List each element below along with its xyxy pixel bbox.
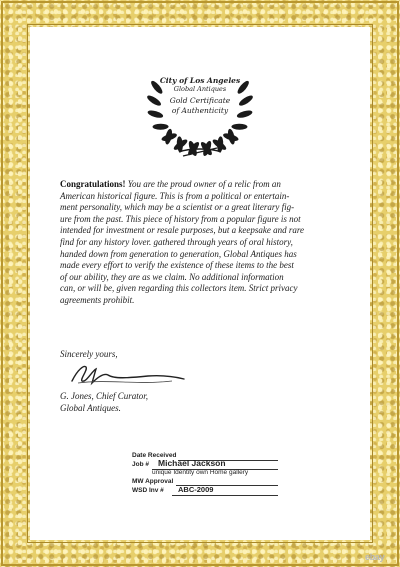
letter-line: find for any history lover. gathered through years of oral history, [60, 236, 293, 247]
signer-title: G. Jones, Chief Curator, [60, 391, 149, 401]
congratulations-heading: Congratulations! [60, 179, 126, 189]
letter-line: can, or will be, given regarding this collectors item. Strict privacy [60, 283, 298, 294]
certificate-body [60, 179, 344, 307]
seal-title: Gold Certificate [169, 96, 231, 105]
wsd-inv-value: ABC-2009 [178, 485, 214, 494]
laurel-leaf [217, 136, 224, 152]
laurel-leaf [231, 124, 247, 130]
letter-line: handed down from generation to generation, Global Antiques has [60, 248, 297, 259]
signer-company: Global Antiques. [60, 402, 121, 413]
job-label: Job # [132, 461, 149, 468]
laurel-leaf [153, 124, 169, 130]
job-value: Michael Jackson [158, 458, 226, 468]
letter-line: intended for investment or resale purposes, but a keepsake and rare [60, 225, 305, 236]
laurel-stem [179, 148, 221, 156]
date-received-label: Date Received [132, 452, 177, 459]
handwritten-signature [68, 361, 188, 387]
ebay-logo: ebay [365, 552, 385, 562]
letter-line: made every effort to verify the existence of these items to the best [60, 260, 294, 271]
laurel-seal [127, 48, 273, 168]
letter-line [60, 179, 344, 191]
letter-line-text: You are the proud owner of a relic from an [125, 179, 281, 189]
letter-line: agreements prohibit. [60, 294, 135, 305]
letter-line: ment personality, which may be a scientist or a great literary fig- [60, 202, 295, 213]
seal-subtitle: of Authenticity [171, 106, 229, 115]
record-form [132, 452, 282, 512]
closing-salutation: Sincerely yours, [60, 349, 118, 359]
letter-line: of our ability, they are as we claim. No additional information [60, 271, 284, 282]
mw-approval-label: MW Approval [132, 478, 174, 485]
wsd-inv-line [172, 495, 278, 496]
seal-company: Global Antiques [173, 85, 227, 93]
letter-line: ure from the past. This piece of history from a popular figure is not [60, 213, 301, 224]
letter-line: American historical figure. This is from a political or entertain- [60, 190, 290, 201]
seal-text [127, 76, 273, 116]
job-note: unique Identity own Home gallery [152, 469, 249, 476]
seal-city: City of Los Angeles [159, 76, 241, 85]
signer-block [60, 391, 148, 414]
wsd-inv-label: WSD Inv # [132, 487, 164, 494]
